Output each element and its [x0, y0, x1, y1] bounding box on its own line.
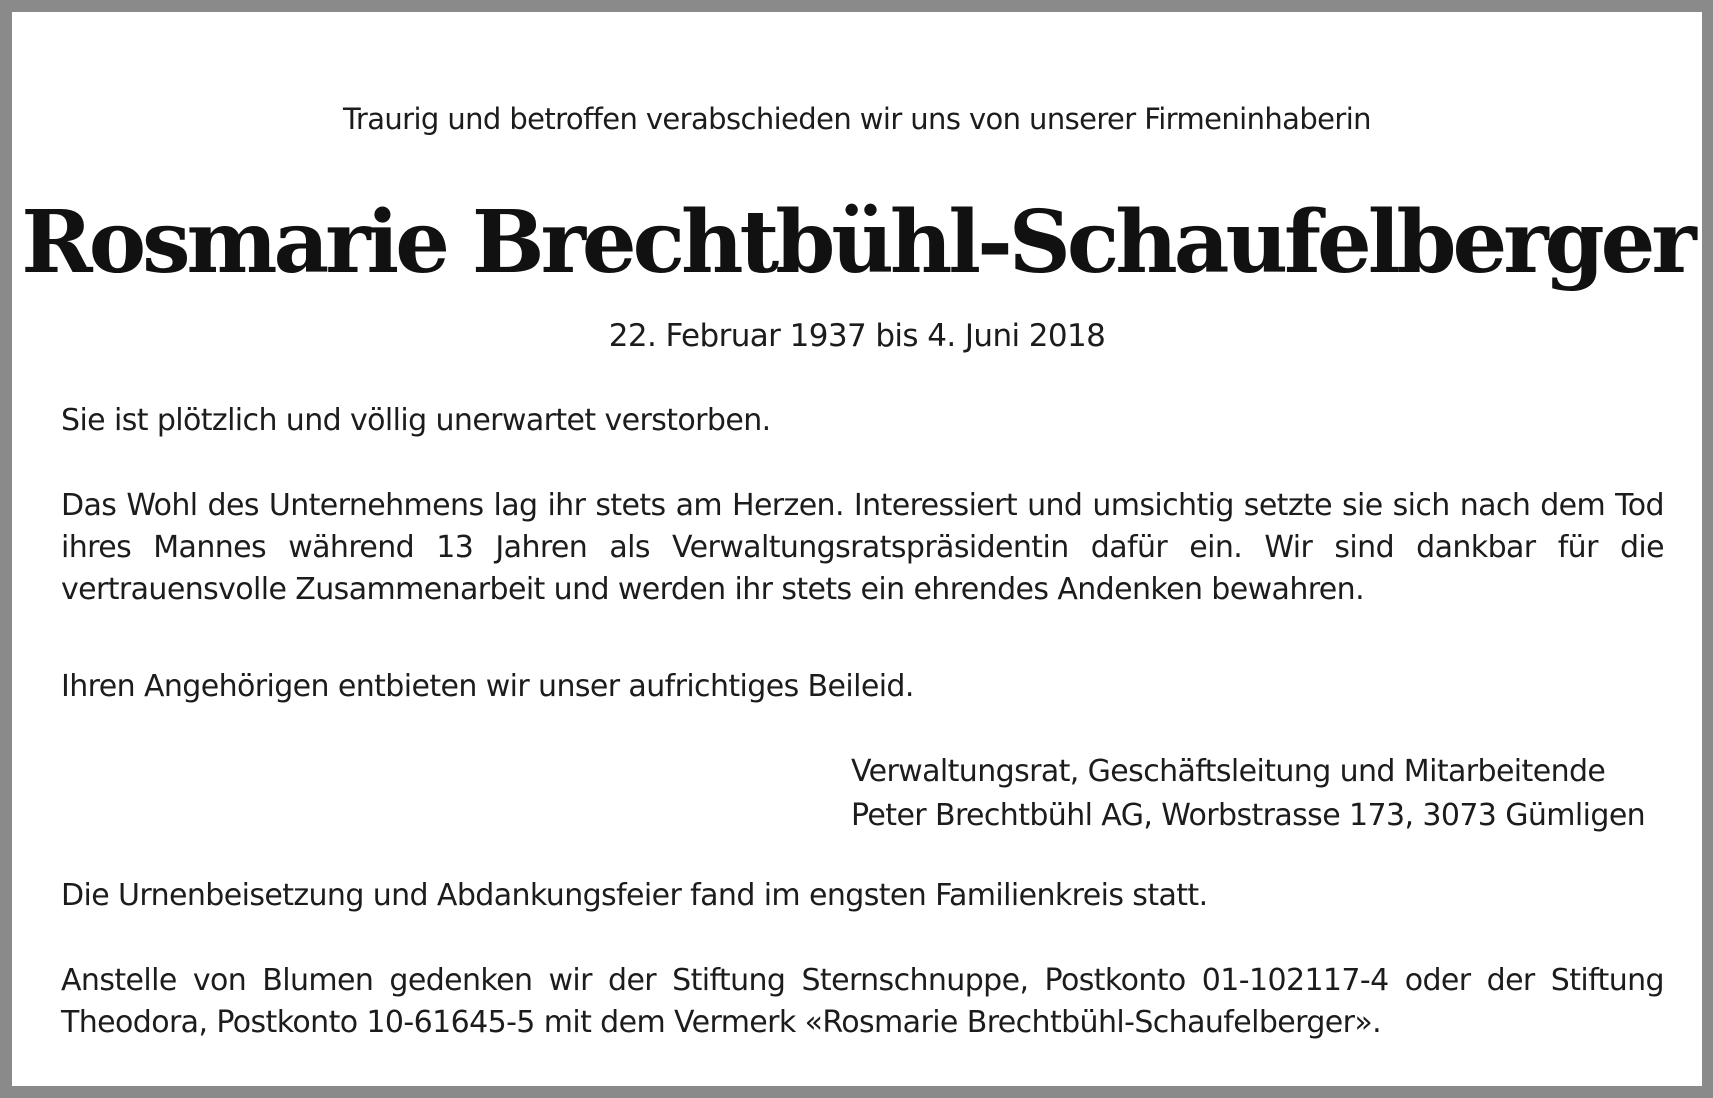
deceased-name: Rosmarie Brechtbühl-Schaufelberger — [21, 192, 1693, 293]
signature-line-board: Verwaltungsrat, Geschäftsleitung und Mitarbeitende — [851, 754, 1606, 789]
signature-line-company: Peter Brechtbühl AG, Worbstrasse 173, 3073 Gümligen — [851, 798, 1646, 833]
obituary-notice — [12, 12, 1702, 1086]
paragraph-donations: Anstelle von Blumen gedenken wir der Stiftung Sternschnuppe, Postkonto 01-102117-4 oder der Stiftung Theodora, Postkonto 10-61645-5 mit dem Vermerk «Rosmarie Brechtbühl-Schaufelberger». — [61, 963, 1664, 1040]
paragraph-death-notice: Sie ist plötzlich und völlig unerwartet verstorben. — [61, 403, 771, 438]
intro-line: Traurig und betroffen verabschieden wir uns von unserer Firmeninhaberin — [343, 102, 1371, 136]
paragraph-tribute: Das Wohl des Unternehmens lag ihr stets am Herzen. Interessiert und umsichtig setzte sie sich nach dem Tod ihres Mannes während 13 Jahren als Verwaltungsratspräsidentin dafür ein. Wir sind dankbar für die vertrauensvolle Zusammenarbeit und werden ihr stets ein ehrendes Andenken bewahren. — [61, 488, 1664, 607]
paragraph-funeral: Die Urnenbeisetzung und Abdankungsfeier fand im engsten Familienkreis statt. — [61, 878, 1208, 913]
life-dates: 22. Februar 1937 bis 4. Juni 2018 — [608, 318, 1106, 354]
paragraph-condolences: Ihren Angehörigen entbieten wir unser aufrichtiges Beileid. — [61, 669, 914, 704]
signature-block — [851, 750, 1645, 838]
